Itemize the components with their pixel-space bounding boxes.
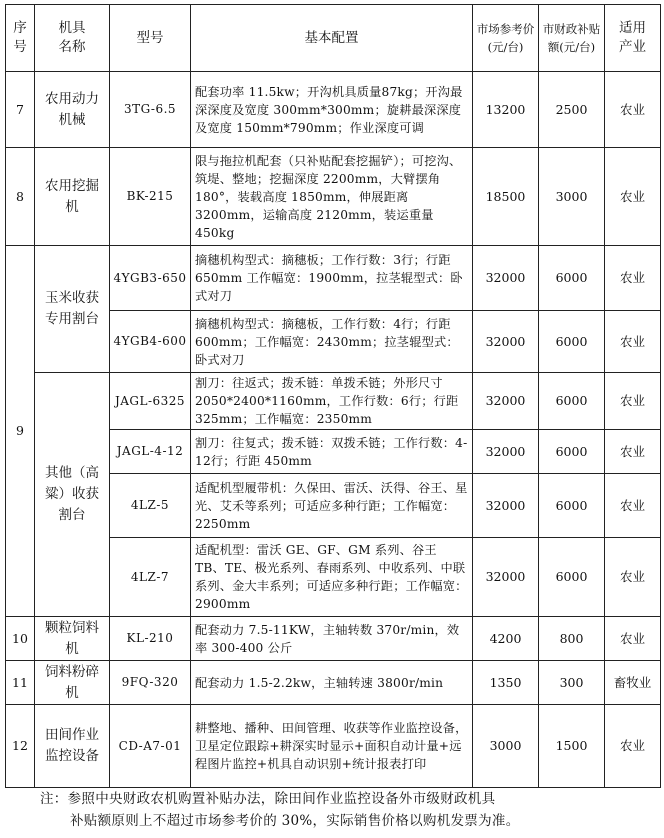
subsidy-cell: 6000: [539, 373, 605, 430]
price-cell: 4200: [473, 617, 539, 661]
config-cell: 耕整地、播种、田间管理、收获等作业监控设备，卫星定位跟踪+耕深实时显示+面积自动计量+远程图片监控+机具自动识别+统计报表打印: [191, 705, 473, 788]
footnote: [40, 788, 640, 832]
name-cell: 饲料粉碎机: [35, 661, 110, 705]
table-row: [6, 246, 661, 311]
header-model: 型号: [110, 5, 191, 72]
model-cell: JAGL-6325: [110, 373, 191, 430]
model-cell: 4LZ-7: [110, 538, 191, 617]
header-market-price: 市场参考价(元/台): [473, 5, 539, 72]
model-cell: 4LZ-5: [110, 474, 191, 538]
seq-cell: 7: [6, 72, 35, 148]
price-cell: 32000: [473, 538, 539, 617]
config-cell: 摘穗机构型式：摘穗板，工作行数：4行；行距 600mm；工作幅宽：2430mm；拉茎辊型式：卧式对刀: [191, 311, 473, 373]
seq-cell: 9: [6, 246, 35, 617]
price-cell: 32000: [473, 373, 539, 430]
industry-cell: 农业: [605, 72, 661, 148]
table-row: [6, 661, 661, 705]
industry-cell: 农业: [605, 538, 661, 617]
config-cell: 配套功率 11.5kw；开沟机具质量87kg；开沟最深深度及宽度 300mm*300mm；旋耕最深深度及宽度 150mm*790mm；作业深度可调: [191, 72, 473, 148]
config-cell: 配套动力 7.5-11KW，主轴转数 370r/min，效率 300-400 公斤: [191, 617, 473, 661]
industry-cell: 农业: [605, 246, 661, 311]
industry-cell: 农业: [605, 617, 661, 661]
industry-cell: 农业: [605, 148, 661, 246]
group-name-cell: 其他（高粱）收获割台: [35, 373, 110, 617]
seq-cell: 10: [6, 617, 35, 661]
price-cell: 18500: [473, 148, 539, 246]
subsidy-cell: 6000: [539, 246, 605, 311]
industry-cell: 农业: [605, 705, 661, 788]
header-subsidy: 市财政补贴额(元/台): [539, 5, 605, 72]
subsidy-table: [5, 4, 661, 788]
subsidy-cell: 6000: [539, 430, 605, 474]
model-cell: 4YGB4-600: [110, 311, 191, 373]
subsidy-cell: 6000: [539, 311, 605, 373]
model-cell: 9FQ-320: [110, 661, 191, 705]
price-cell: 32000: [473, 311, 539, 373]
header-config: 基本配置: [191, 5, 473, 72]
header-row: [6, 5, 661, 72]
subsidy-cell: 2500: [539, 72, 605, 148]
footnote-line-2: 补贴额原则上不超过市场参考价的 30%，实际销售价格以购机发票为准。: [70, 813, 520, 829]
table-row: [6, 72, 661, 148]
table-row: [6, 617, 661, 661]
table-row: [6, 705, 661, 788]
subsidy-cell: 6000: [539, 474, 605, 538]
subsidy-cell: 1500: [539, 705, 605, 788]
model-cell: 4YGB3-650: [110, 246, 191, 311]
config-cell: 割刀：往复式；拨禾链：双拨禾链；工作行数：4-12行；行距 450mm: [191, 430, 473, 474]
model-cell: BK-215: [110, 148, 191, 246]
name-cell: 田间作业监控设备: [35, 705, 110, 788]
subsidy-cell: 800: [539, 617, 605, 661]
industry-cell: 农业: [605, 430, 661, 474]
config-cell: 限与拖拉机配套（只补贴配套挖掘铲）；可挖沟、筑堤、整地；挖掘深度 2200mm，大臂摆角 180°，装载高度 1850mm，伸展距离 3200mm，运输高度 2120mm，装运重量 450kg: [191, 148, 473, 246]
table-row: [6, 373, 661, 430]
header-name: 机具名称: [35, 5, 110, 72]
config-cell: 割刀：往返式；拨禾链：单拨禾链；外形尺寸 2050*2400*1160mm，工作行数：6行；行距 325mm；工作幅宽：2350mm: [191, 373, 473, 430]
price-cell: 3000: [473, 705, 539, 788]
name-cell: 农用挖掘机: [35, 148, 110, 246]
subsidy-cell: 300: [539, 661, 605, 705]
industry-cell: 畜牧业: [605, 661, 661, 705]
model-cell: JAGL-4-12: [110, 430, 191, 474]
config-cell: 适配机型履带机：久保田、雷沃、沃得、谷王、星光、艾禾等系列；可适应多种行距；工作幅宽：2250mm: [191, 474, 473, 538]
seq-cell: 11: [6, 661, 35, 705]
name-cell: 颗粒饲料机: [35, 617, 110, 661]
header-seq: 序号: [6, 5, 35, 72]
subsidy-cell: 6000: [539, 538, 605, 617]
price-cell: 32000: [473, 430, 539, 474]
industry-cell: 农业: [605, 373, 661, 430]
group-name-cell: 玉米收获专用割台: [35, 246, 110, 373]
industry-cell: 农业: [605, 474, 661, 538]
model-cell: CD-A7-01: [110, 705, 191, 788]
model-cell: 3TG-6.5: [110, 72, 191, 148]
price-cell: 1350: [473, 661, 539, 705]
config-cell: 摘穗机构型式：摘穗板；工作行数：3行；行距 650mm 工作幅宽：1900mm，拉茎辊型式：卧式对刀: [191, 246, 473, 311]
config-cell: 配套动力 1.5-2.2kw，主轴转速 3800r/min: [191, 661, 473, 705]
seq-cell: 12: [6, 705, 35, 788]
table-row: [6, 148, 661, 246]
price-cell: 32000: [473, 474, 539, 538]
name-cell: 农用动力机械: [35, 72, 110, 148]
header-industry: 适用产业: [605, 5, 661, 72]
industry-cell: 农业: [605, 311, 661, 373]
price-cell: 13200: [473, 72, 539, 148]
config-cell: 适配机型：雷沃 GE、GF、GM 系列、谷王 TB、TE、极光系列、春雨系列、中收系列、中联系列、金大丰系列；可适应多种行距；工作幅宽：2900mm: [191, 538, 473, 617]
seq-cell: 8: [6, 148, 35, 246]
footnote-line-1: 注：参照中央财政农机购置补贴办法，除田间作业监控设备外市级财政机具: [40, 791, 496, 807]
price-cell: 32000: [473, 246, 539, 311]
model-cell: KL-210: [110, 617, 191, 661]
subsidy-cell: 3000: [539, 148, 605, 246]
